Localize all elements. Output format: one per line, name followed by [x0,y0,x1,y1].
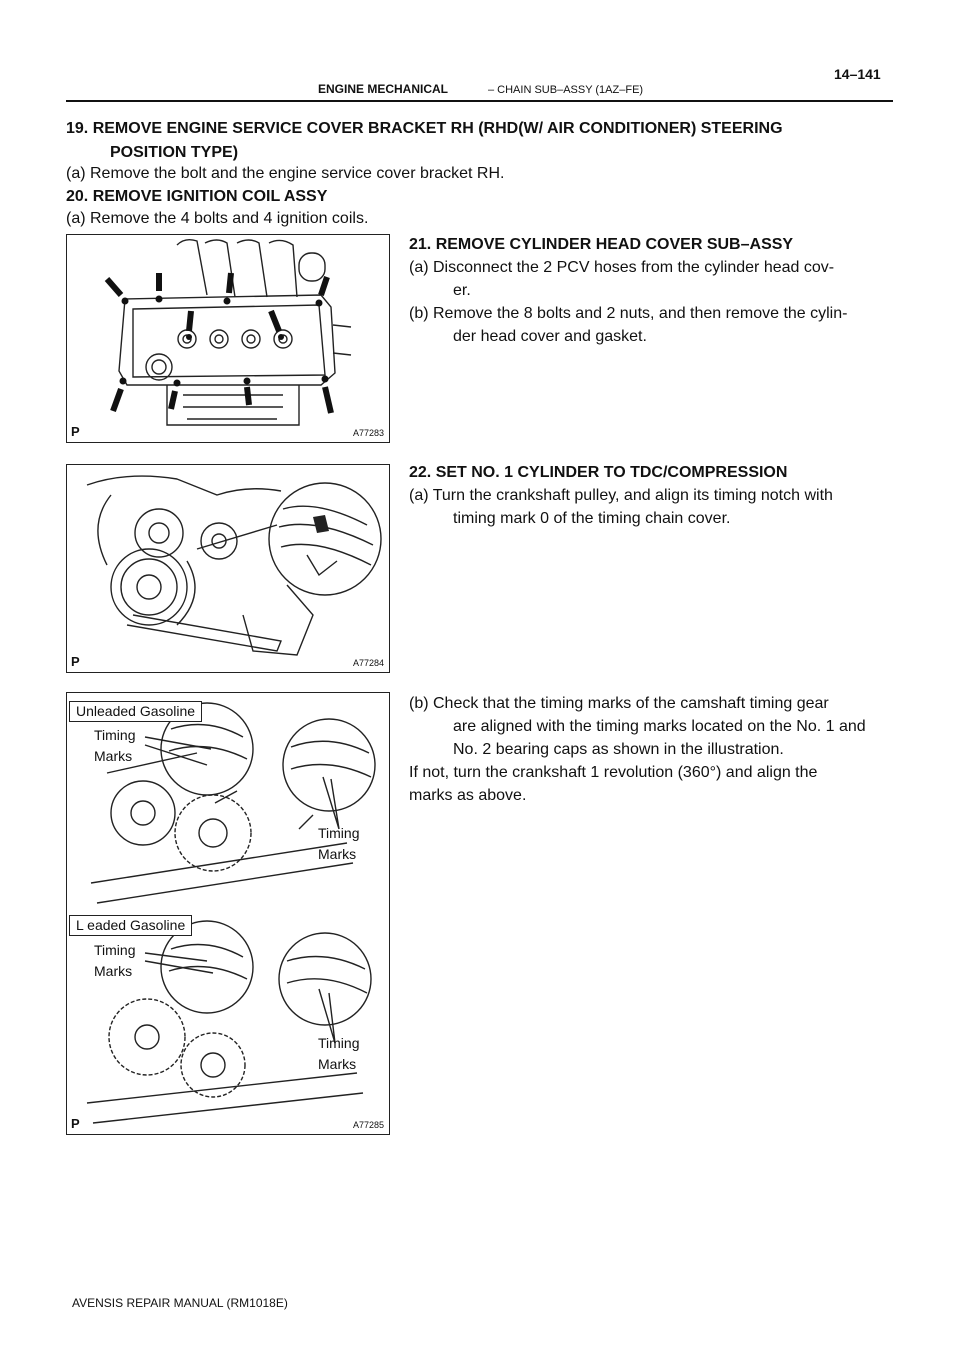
step-22-note-line1: If not, turn the crankshaft 1 revolution (360°) and align the [409,764,818,781]
step-19-title-line1: 19. REMOVE ENGINE SERVICE COVER BRACKET RH (RHD(W/ AIR CONDITIONER) STEERING [66,120,783,137]
figure-1-corner-mark: P [71,424,80,439]
callout-timing-marks-upper-right: Timing Marks [318,825,360,862]
figure-2-id: A77284 [353,658,385,668]
step-22a-line2: timing mark 0 of the timing chain cover. [453,510,731,527]
step-21b-line2: der head cover and gasket. [453,328,647,345]
step-19-title-line2: POSITION TYPE) [110,144,239,161]
step-22b-line2: are aligned with the timing marks located on the No. 1 and [453,718,866,735]
step-21b-line1: (b) Remove the 8 bolts and 2 nuts, and then remove the cylin- [409,305,848,322]
figure-crankshaft-pulley [66,464,390,673]
figure-3-id: A77285 [353,1120,385,1130]
step-21a-line2: er. [453,282,471,299]
crankshaft-pulley-illustration [67,465,389,672]
figure-1-id: A77283 [353,428,385,438]
step-22-note-line2: marks as above. [409,787,527,804]
step-22b-line3: No. 2 bearing caps as shown in the illustration. [453,741,784,758]
step-20-title: 20. REMOVE IGNITION COIL ASSY [66,188,328,205]
callout-timing-marks-upper-left: Timing Marks [94,727,136,764]
step-22-title: 22. SET NO. 1 CYLINDER TO TDC/COMPRESSION [409,464,788,481]
figure-3-corner-mark: P [71,1116,80,1131]
cylinder-head-cover-illustration [67,235,389,442]
figure-cylinder-head-cover [66,234,390,443]
step-21a-line1: (a) Disconnect the 2 PCV hoses from the cylinder head cov- [409,259,835,276]
figure-camshaft-timing-marks [66,692,390,1135]
subsection-title: – CHAIN SUB–ASSY (1AZ–FE) [488,84,644,96]
label-unleaded-gasoline: Unleaded Gasoline [69,701,202,722]
page-number: 14–141 [834,66,881,82]
step-22b-line1: (b) Check that the timing marks of the camshaft timing gear [409,695,829,712]
footer-manual-title: AVENSIS REPAIR MANUAL (RM1018E) [72,1296,288,1310]
callout-timing-marks-lower-left: Timing Marks [94,942,136,979]
step-22a-line1: (a) Turn the crankshaft pulley, and align its timing notch with [409,487,833,504]
section-title: ENGINE MECHANICAL [318,82,449,96]
label-leaded-gasoline: L eaded Gasoline [69,915,192,936]
figure-2-corner-mark: P [71,654,80,669]
header-rule [66,100,893,102]
step-21-title: 21. REMOVE CYLINDER HEAD COVER SUB–ASSY [409,236,794,253]
step-20a: (a) Remove the 4 bolts and 4 ignition coils. [66,210,369,227]
step-19a: (a) Remove the bolt and the engine service cover bracket RH. [66,165,505,182]
callout-timing-marks-lower-right: Timing Marks [318,1035,360,1072]
